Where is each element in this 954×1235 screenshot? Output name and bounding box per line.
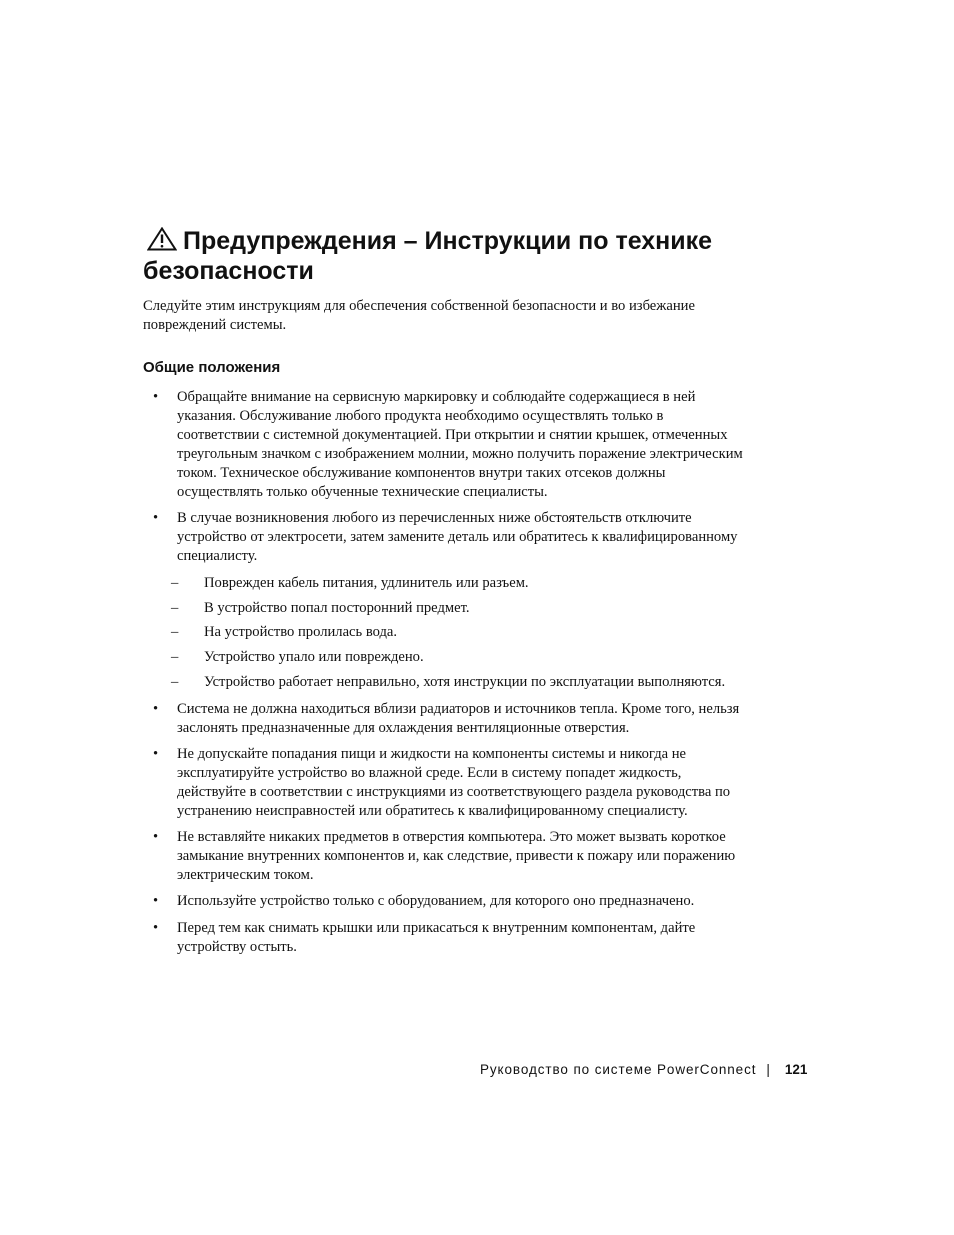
bullet-marker: • [153,509,159,526]
sub-list-item [170,574,743,593]
sub-list-item [170,623,743,642]
list-item-text: Используйте устройство только с оборудованием, для которого оно предназначено. [177,893,695,910]
list-item-text: Обращайте внимание на сервисную маркировку и соблюдайте содержащиеся в ней указания. Обслуживание любого продукта необходимо осуществлять только в соответствии с системной документацией. При открытии и снятии крышек, отмеченных треугольным значком с изображением молнии, можно получить поражение электрическим током. Техническое обслуживание компонентов внутри таких отсеков должны осуществлять только обученные технические специалисты. [177,389,743,500]
sub-list-item-text: Поврежден кабель питания, удлинитель или разъем. [204,574,529,591]
list-item-text: Перед тем как снимать крышки или прикасаться к внутренним компонентам, дайте устройству остыть. [177,919,696,955]
sub-list-item-text: В устройство попал посторонний предмет. [204,599,470,616]
dash-marker: – [171,599,179,616]
bullet-marker: • [153,389,159,405]
sub-list-item-text: На устройство пролилась вода. [204,624,398,641]
bullet-marker: • [153,746,159,762]
list-item [143,509,743,692]
footer-separator: | [766,1062,771,1077]
section-heading: Общие положения [143,359,281,376]
page-title [143,226,783,286]
sub-list-item [170,648,743,667]
dash-marker: – [171,624,179,641]
sub-list-item [170,599,743,618]
page-title-text: Предупреждения – Инструкции по технике безопасности [143,227,713,285]
dash-marker: – [171,649,179,666]
list-item [143,892,743,911]
list-item [143,919,743,957]
sub-list-item [170,673,743,692]
bullet-marker: • [153,893,159,910]
bullet-marker: • [153,700,159,717]
bullet-marker: • [153,919,159,936]
list-item [143,700,743,738]
page-footer [480,1061,807,1079]
warning-triangle-icon [147,227,177,251]
bullet-marker: • [153,829,159,846]
list-item [143,828,743,885]
sub-list [170,574,743,693]
sub-list-item-text: Устройство упало или повреждено. [204,649,424,666]
sub-list-item-text: Устройство работает неправильно, хотя инструкции по эксплуатации выполняются. [204,674,726,691]
page-number: 121 [784,1062,808,1077]
list-item-text: Не допускайте попадания пищи и жидкости на компоненты системы и никогда не эксплуатируйте устройство во влажной среде. Если в систему попадет жидкость, действуйте в соответствии с инструкциями из соответствующего раздела руководства по устранению неисправностей или обратитесь к квалифицированному специалисту. [177,746,731,819]
list-item-text: В случае возникновения любого из перечисленных ниже обстоятельств отключите устройство от электросети, затем замените деталь или обратитесь к квалифицированному специалисту. [177,509,738,564]
list-item [143,745,743,821]
dash-marker: – [171,574,179,591]
list-item [143,388,743,501]
dash-marker: – [171,674,179,691]
intro-paragraph: Следуйте этим инструкциям для обеспечения собственной безопасности и во избежание повреждений системы. [143,298,695,333]
footer-title: Руководство по системе PowerConnect [480,1062,757,1077]
list-item-text: Не вставляйте никаких предметов в отверстия компьютера. Это может вызвать короткое замыкание внутренних компонентов и, как следствие, привести к пожару или поражению электрическим током. [177,829,736,883]
list-item-text: Система не должна находиться вблизи радиаторов и источников тепла. Кроме того, нельзя заслонять предназначенные для охлаждения вентиляционные отверстия. [177,700,740,736]
safety-instructions-list [143,388,743,964]
